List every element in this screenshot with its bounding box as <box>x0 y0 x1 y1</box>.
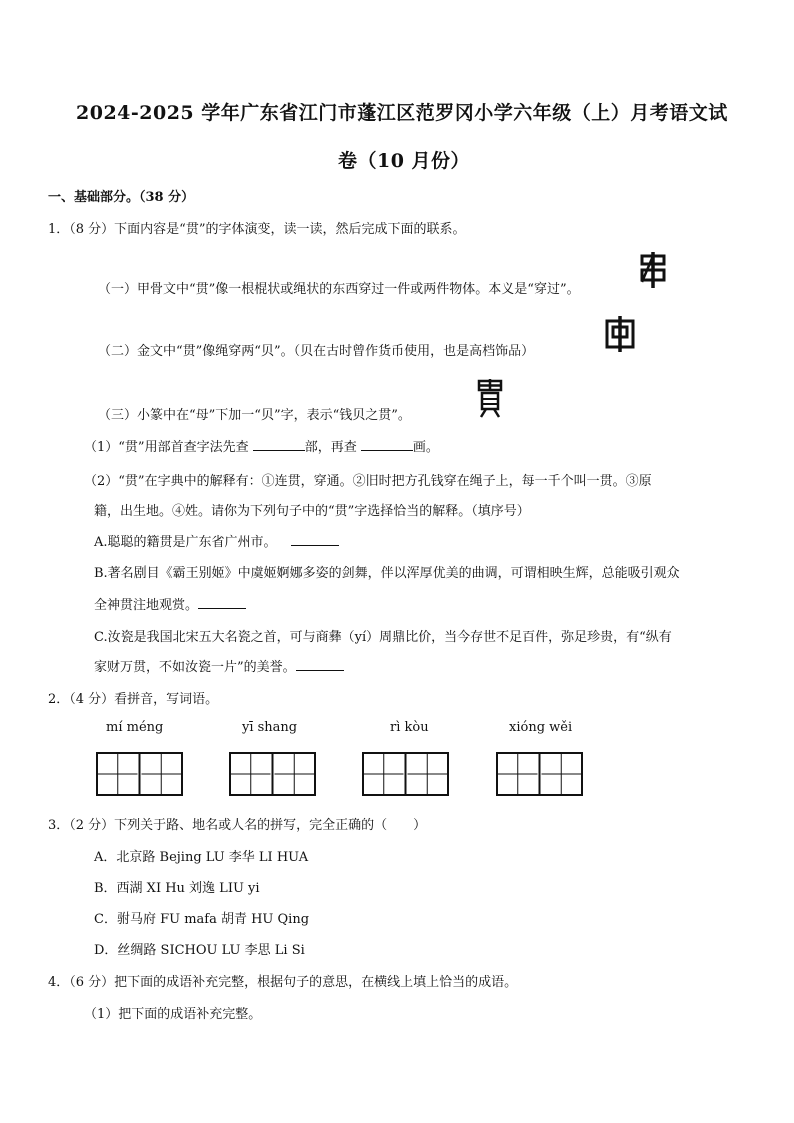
writing-grid-4[interactable] <box>496 752 583 796</box>
pinyin-1: mí méng <box>106 720 164 735</box>
question-4-sub1: （1）把下面的成语补充完整。 <box>84 1007 262 1022</box>
pinyin-4: xióng wěi <box>509 720 573 735</box>
stroke-count-answer-blank[interactable] <box>361 438 413 451</box>
page-title-line2: 卷（10 月份） <box>338 150 471 172</box>
radical-answer-blank[interactable] <box>253 438 305 451</box>
bronze-glyph-image <box>604 316 636 352</box>
question-3-option-c: C．驸马府 FU mafa 胡青 HU Qing <box>94 912 310 927</box>
option-b-line2 <box>94 594 246 613</box>
question-1-part1: （一）甲骨文中“贯”像一根棍状或绳状的东西穿过一件或两件物体。本义是“穿过”。 <box>98 282 580 297</box>
writing-grid-3[interactable] <box>362 752 449 796</box>
sub1-text-b: 部，再查 <box>304 440 361 455</box>
question-2-stem: 2．（4 分）看拼音，写词语。 <box>48 692 219 707</box>
question-1-part2: （二）金文中“贯”像绳穿两“贝”。（贝在古时曾作货币使用，也是高档饰品） <box>98 344 535 359</box>
oracle-bone-glyph-image <box>636 252 670 288</box>
question-1-part3: （三）小篆中在“母”下加一“贝”字，表示“钱贝之贯”。 <box>98 408 411 423</box>
pinyin-2: yī shang <box>242 720 298 735</box>
option-a-text: A.聪聪的籍贯是广东省广州市。 <box>94 535 277 550</box>
section-heading: 一、基础部分。（38 分） <box>48 190 195 205</box>
question-1-sub2-line2: 籍，出生地。④姓。请你为下列句子中的“贯”字选择恰当的解释。（填序号） <box>94 504 530 519</box>
seal-script-glyph-image <box>476 378 504 418</box>
writing-grid-2[interactable] <box>229 752 316 796</box>
pinyin-3: rì kòu <box>390 720 429 735</box>
option-c-line1: C.汝瓷是我国北宋五大名瓷之首，可与商彝（yí）周鼎比价，当今存世不足百件，弥足珍贵，有“纵有 <box>94 630 672 645</box>
option-b-text: 全神贯注地观赏。 <box>94 598 199 613</box>
question-3-stem: 3．（2 分）下列关于路、地名或人名的拼写，完全正确的（ ） <box>48 818 427 833</box>
option-b-line1: B.著名剧目《霸王别姬》中虞姬婀娜多姿的剑舞，伴以浑厚优美的曲调，可谓相映生辉，总能吸引观众 <box>94 566 680 581</box>
question-1-stem: 1．（8 分）下面内容是“贯”的字体演变，读一读，然后完成下面的联系。 <box>48 222 466 237</box>
option-b-answer-blank[interactable] <box>198 596 246 609</box>
question-3-option-b: B．西湖 XI Hu 刘逸 LIU yi <box>94 881 260 896</box>
question-1-sub2-line1: （2）“贯”在字典中的解释有：①连贯，穿通。②旧时把方孔钱穿在绳子上，每一千个叫一贯。③原 <box>84 474 652 489</box>
option-c-answer-blank[interactable] <box>296 658 344 671</box>
sub1-text-c: 画。 <box>412 440 439 455</box>
page-title-line1: 2024-2025 学年广东省江门市蓬江区范罗冈小学六年级（上）月考语文试 <box>76 102 728 124</box>
option-a-line <box>94 531 339 550</box>
question-1-sub1 <box>84 436 439 455</box>
question-3-option-a: A．北京路 Bejing LU 李华 LI HUA <box>94 850 309 865</box>
question-4-stem: 4．（6 分）把下面的成语补充完整，根据句子的意思，在横线上填上恰当的成语。 <box>48 975 518 990</box>
question-3-option-d: D．丝绸路 SICHOU LU 李思 Li Si <box>94 943 305 958</box>
option-a-answer-blank[interactable] <box>291 533 339 546</box>
option-c-text: 家财万贯，不如汝瓷一片”的美誉。 <box>94 660 296 675</box>
writing-grid-1[interactable] <box>96 752 183 796</box>
sub1-text-a: （1）“贯”用部首查字法先查 <box>84 440 253 455</box>
option-c-line2 <box>94 656 344 675</box>
